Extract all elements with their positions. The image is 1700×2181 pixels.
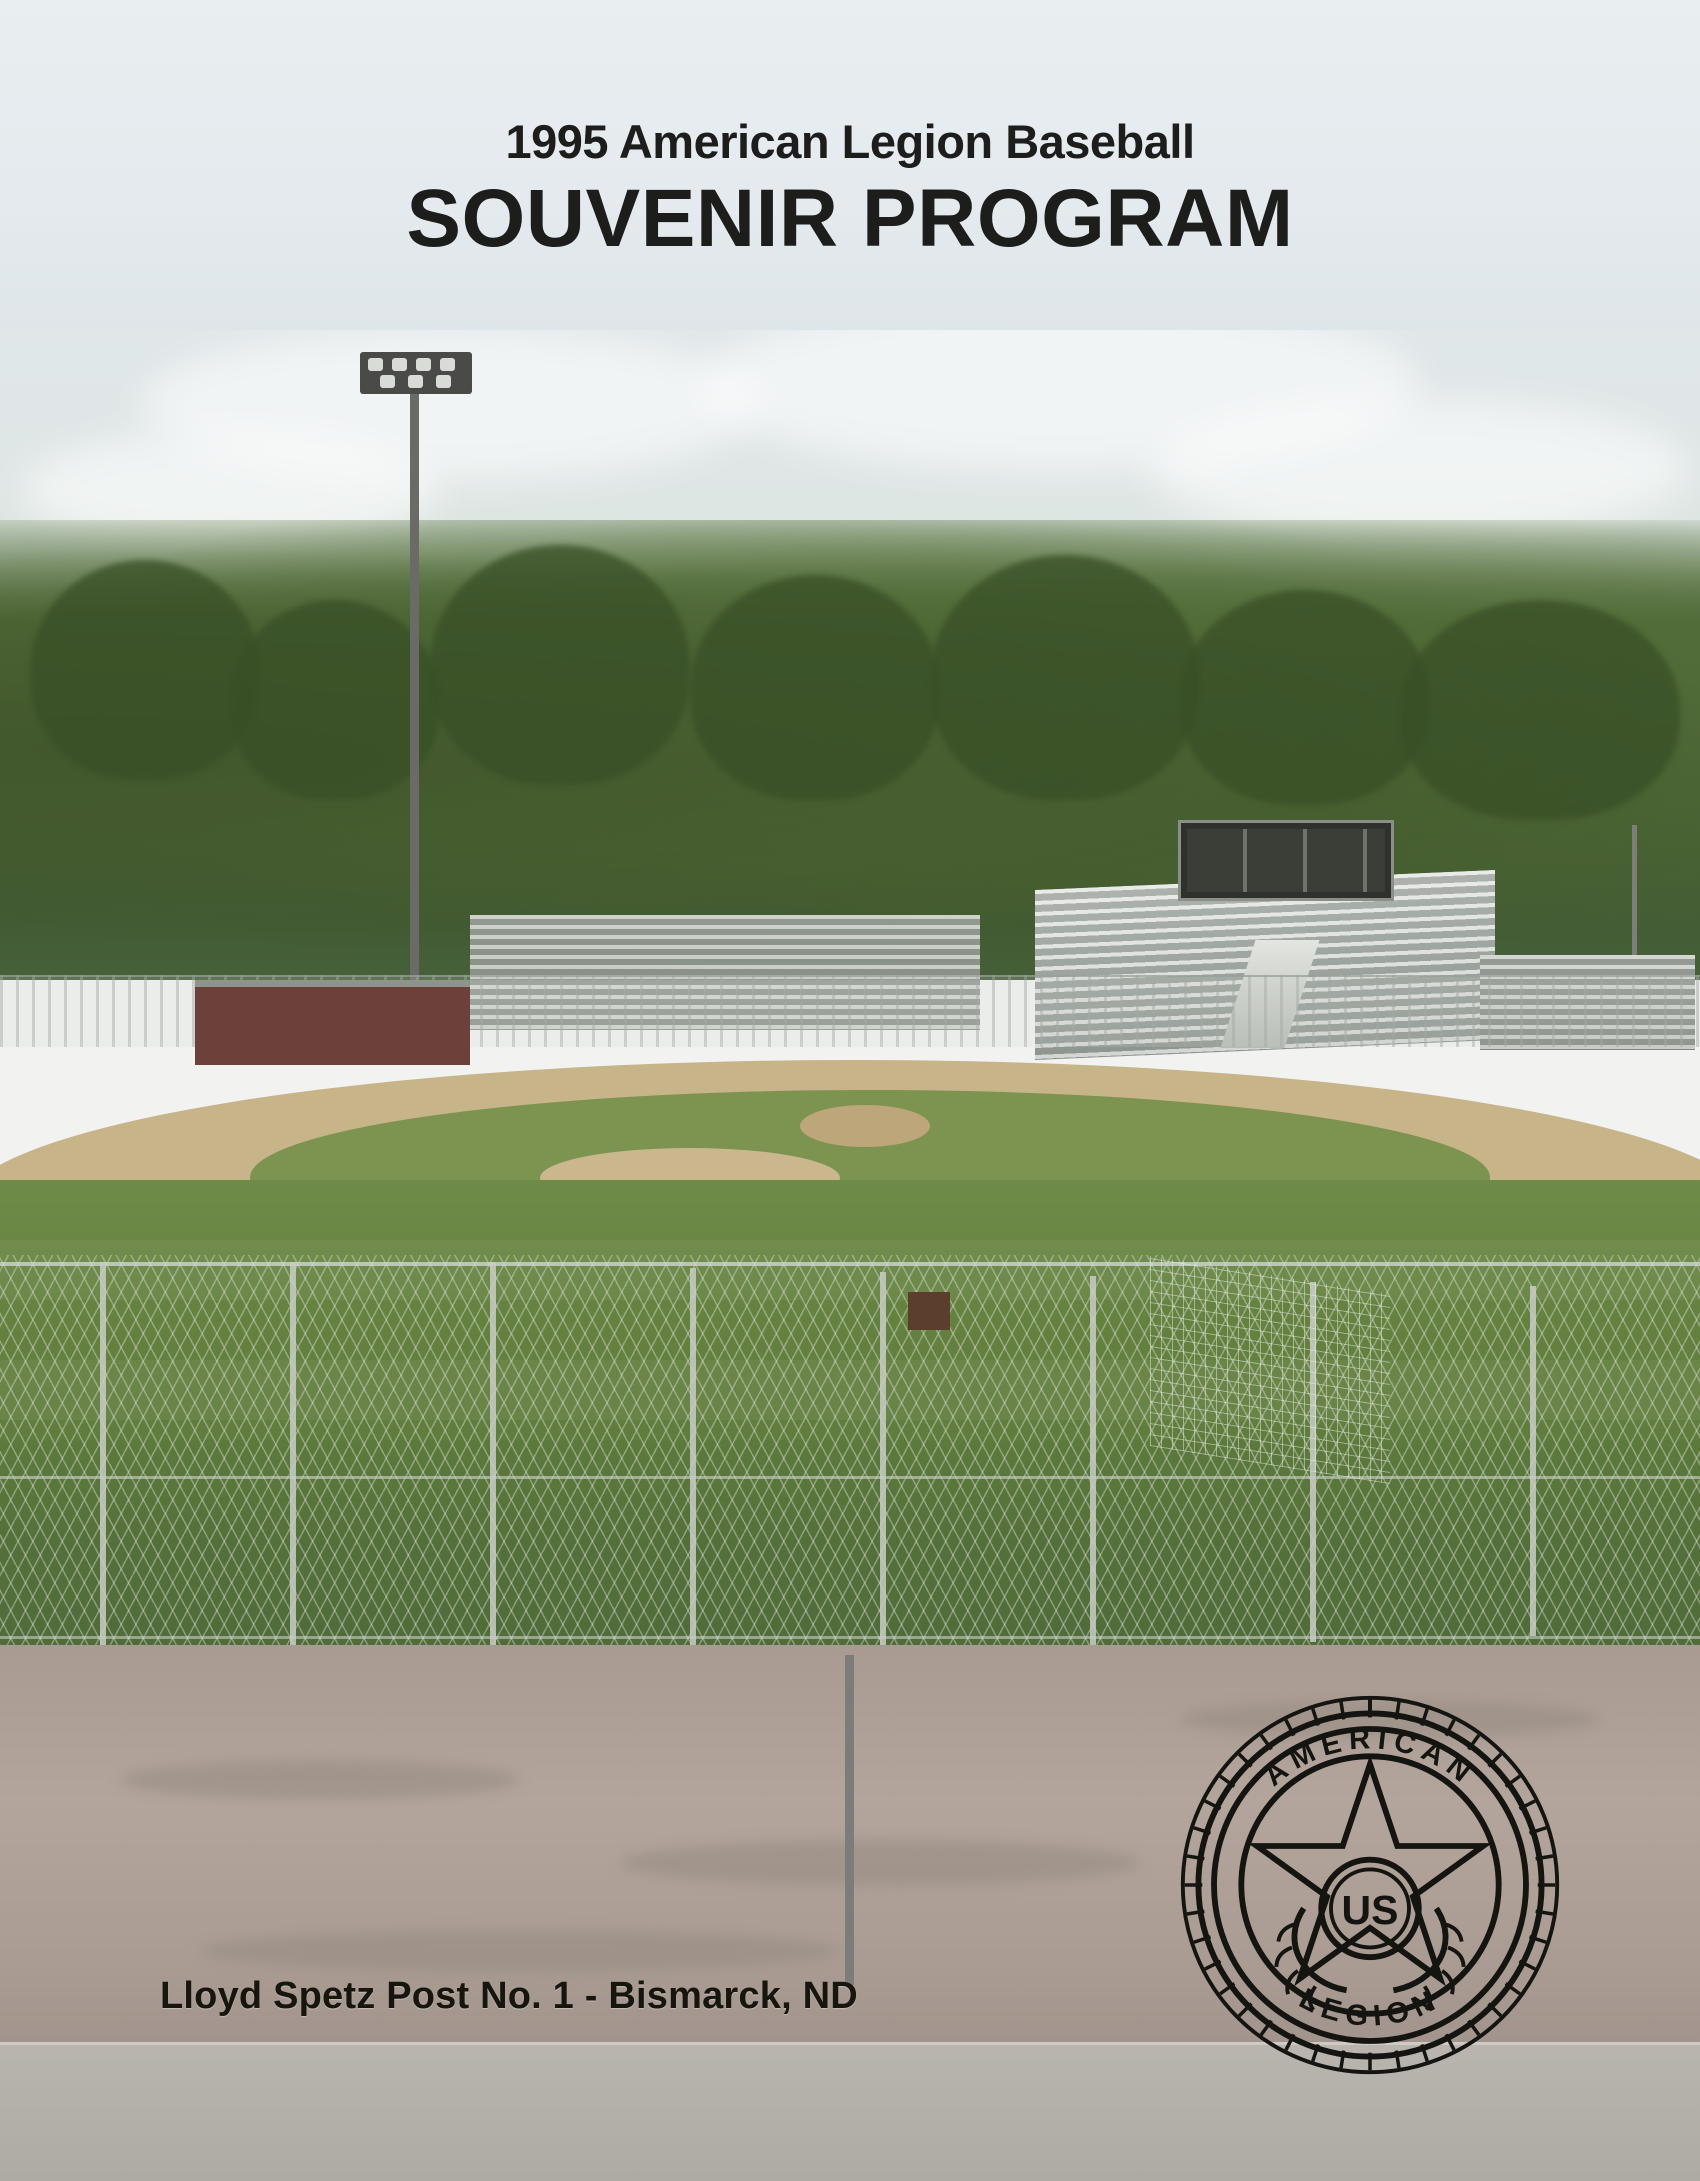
tree (430, 545, 690, 785)
fence-sign (908, 1292, 950, 1330)
pitchers-mound (800, 1105, 930, 1147)
emblem-bottom-text: LEGION (1293, 1982, 1447, 2034)
tree (230, 600, 440, 800)
svg-text:LEGION (1294, 1983, 1446, 2033)
tree (690, 575, 940, 800)
light-pole-fixture (360, 352, 472, 394)
tree (30, 560, 260, 780)
lot-texture (620, 1840, 1140, 1886)
fence-post (290, 1262, 296, 1667)
tree (1180, 590, 1430, 805)
lot-sign-post (845, 1655, 854, 1985)
fence-post (1530, 1286, 1536, 1636)
lot-texture (200, 1930, 840, 1972)
post-caption: Lloyd Spetz Post No. 1 - Bismarck, ND (160, 1975, 858, 2017)
chain-link-fence (0, 1255, 1700, 1675)
batting-net (1150, 1256, 1390, 1484)
tree (1400, 600, 1680, 820)
press-box (1178, 820, 1394, 901)
american-legion-emblem (1175, 1690, 1565, 2080)
title-block (0, 0, 1700, 330)
fence-mid-rail (0, 1476, 1700, 1479)
dugout-shed (195, 980, 470, 1065)
fence-bottom-rail (0, 1636, 1700, 1639)
fence-top-rail (0, 1262, 1700, 1266)
fence-post (100, 1262, 106, 1662)
cloud (1150, 400, 1690, 540)
tree (930, 555, 1200, 800)
program-subtitle: 1995 American Legion Baseball (505, 115, 1195, 168)
fence-post (1090, 1276, 1096, 1646)
emblem-top-text: AMERICAN (1258, 1723, 1482, 1793)
light-pole (410, 360, 419, 1010)
fence-post (490, 1262, 496, 1662)
fence-post (880, 1272, 886, 1652)
fence-post (690, 1268, 696, 1658)
emblem-center-text: US (1341, 1887, 1399, 1933)
page-title: SOUVENIR PROGRAM (406, 173, 1294, 264)
lot-texture (120, 1760, 520, 1800)
